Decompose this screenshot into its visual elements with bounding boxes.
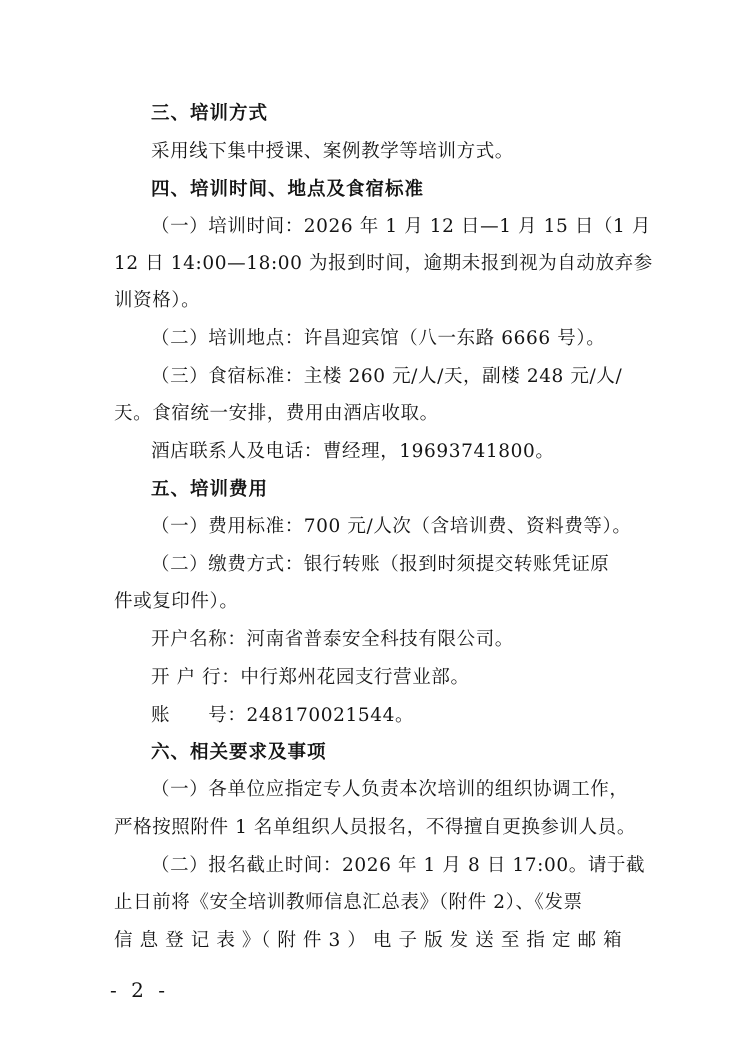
- section-3-body: 采用线下集中授课、案例教学等培训方式。: [151, 141, 514, 162]
- accommodation-line-2: 天。食宿统一安排，费用由酒店收取。: [114, 403, 439, 424]
- account-number: 账 号：248170021544。: [151, 705, 415, 726]
- fee-standard: （一）费用标准：700 元/人次（含培训费、资料费等）。: [151, 516, 632, 537]
- training-time-line-2: 12 日 14:00—18:00 为报到时间，逾期未报到视为自动放弃参: [114, 253, 653, 274]
- training-time-line-1: （一）培训时间：2026 年 1 月 12 日—1 月 15 日（1 月: [151, 216, 651, 237]
- section-5-heading: 五、培训费用: [151, 479, 269, 500]
- section-6-heading: 六、相关要求及事项: [151, 742, 327, 763]
- requirement-1-line-2: 严格按照附件 1 名单组织人员报名，不得擅自更换参训人员。: [114, 817, 636, 838]
- bank-name: 开 户 行：中行郑州花园支行营业部。: [151, 667, 470, 688]
- payment-method-line-1: （二）缴费方式：银行转账（报到时须提交转账凭证原: [151, 554, 610, 575]
- requirement-2-line-3: 信 息 登 记 表 》（ 附 件 3 ） 电 子 版 发 送 至 指 定 邮 箱: [114, 930, 623, 951]
- section-4-heading: 四、培训时间、地点及食宿标准: [151, 179, 425, 200]
- section-3-heading: 三、培训方式: [151, 103, 269, 124]
- page-number: - 2 -: [110, 978, 169, 1002]
- hotel-contact: 酒店联系人及电话：曹经理，19693741800。: [151, 441, 555, 462]
- training-location: （二）培训地点：许昌迎宾馆（八一东路 6666 号）。: [151, 328, 606, 349]
- training-time-line-3: 训资格）。: [114, 290, 201, 311]
- requirement-1-line-1: （一）各单位应指定专人负责本次培训的组织协调工作，: [151, 779, 629, 800]
- payment-method-line-2: 件或复印件）。: [114, 591, 239, 612]
- accommodation-line-1: （三）食宿标准：主楼 260 元/人/天，副楼 248 元/人/: [151, 366, 623, 387]
- requirement-2-line-2: 止日前将《安全培训教师信息汇总表》（附件 2）、《发票: [114, 892, 583, 913]
- account-name: 开户名称：河南省普泰安全科技有限公司。: [151, 629, 514, 650]
- requirement-2-line-1: （二）报名截止时间：2026 年 1 月 8 日 17:00。请于截: [151, 855, 646, 876]
